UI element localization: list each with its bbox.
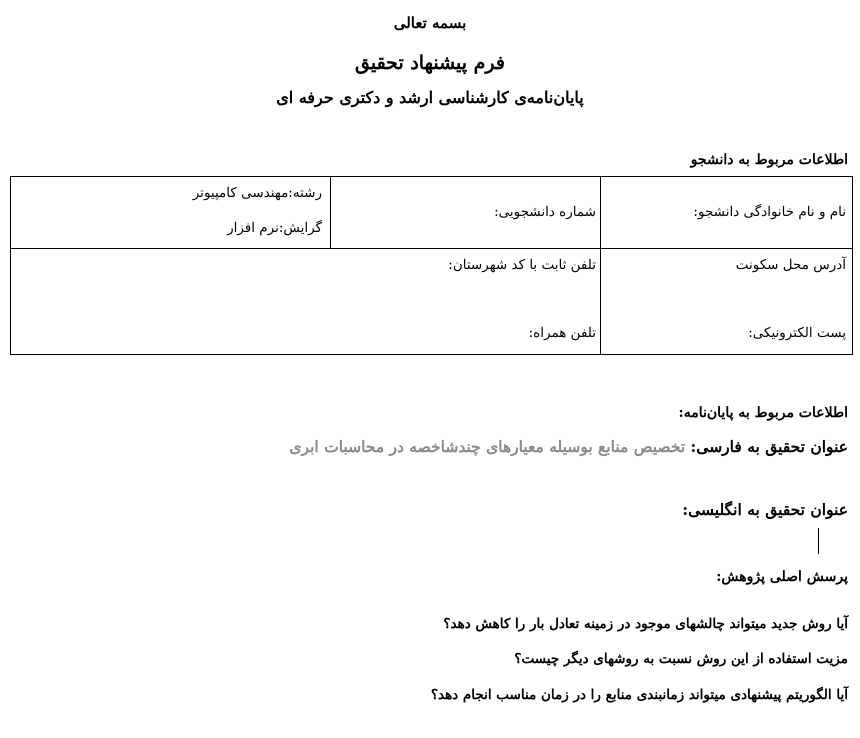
mobile-label: تلفن همراه: — [528, 325, 596, 341]
phone-cell[interactable] — [11, 249, 601, 355]
persian-title-value[interactable]: تخصیص منابع بوسیله معیارهای چندشاخصه در محاسبات ابری — [289, 437, 686, 456]
form-title: فرم پیشنهاد تحقیق — [354, 52, 505, 74]
research-question-heading: پرسش اصلی پژوهش: — [716, 569, 848, 585]
student-info-row-1 — [11, 177, 853, 249]
research-question-3[interactable]: آیا الگوریتم پیشنهادی میتواند زمانبندی منابع را در زمان مناسب انجام دهد؟ — [430, 687, 848, 703]
student-info-row-2 — [11, 249, 853, 355]
student-name-label: نام و نام خانوادگی دانشجو: — [693, 204, 846, 220]
research-question-2[interactable]: مزیت استفاده از این روش نسبت به روشهای دیگر چیست؟ — [514, 651, 848, 667]
thesis-section-heading: اطلاعات مربوط به پایان‌نامه: — [678, 405, 848, 421]
major-label: رشته:مهندسی کامپیوتر — [192, 185, 322, 201]
landline-label: تلفن ثابت با کد شهرستان: — [448, 257, 596, 273]
specialization-label: گرایش:نرم افزار — [227, 220, 322, 236]
email-label: پست الکترونیکی: — [748, 325, 846, 341]
student-name-cell[interactable] — [601, 177, 853, 249]
address-label: آدرس محل سکونت — [735, 257, 846, 273]
student-id-label: شماره دانشجویی: — [494, 204, 596, 220]
student-info-table — [10, 176, 853, 355]
address-email-cell[interactable] — [601, 249, 853, 355]
form-subtitle: پایان‌نامه‌ی کارشناسی ارشد و دکتری حرفه ای — [276, 88, 584, 107]
english-title-field[interactable] — [682, 500, 848, 519]
student-id-cell[interactable] — [331, 177, 601, 249]
research-question-1[interactable]: آیا روش جدید میتواند چالشهای موجود در زمینه تعادل بار را کاهش دهد؟ — [443, 616, 848, 632]
english-title-label: عنوان تحقیق به انگلیسی: — [682, 500, 848, 519]
persian-title-label: عنوان تحقیق به فارسی: — [690, 437, 848, 456]
major-cell[interactable] — [11, 177, 331, 249]
text-cursor — [818, 528, 819, 554]
student-section-heading: اطلاعات مربوط به دانشجو — [690, 152, 848, 168]
bismillah-heading: بسمه تعالی — [393, 14, 467, 32]
persian-title-field[interactable] — [289, 437, 848, 456]
